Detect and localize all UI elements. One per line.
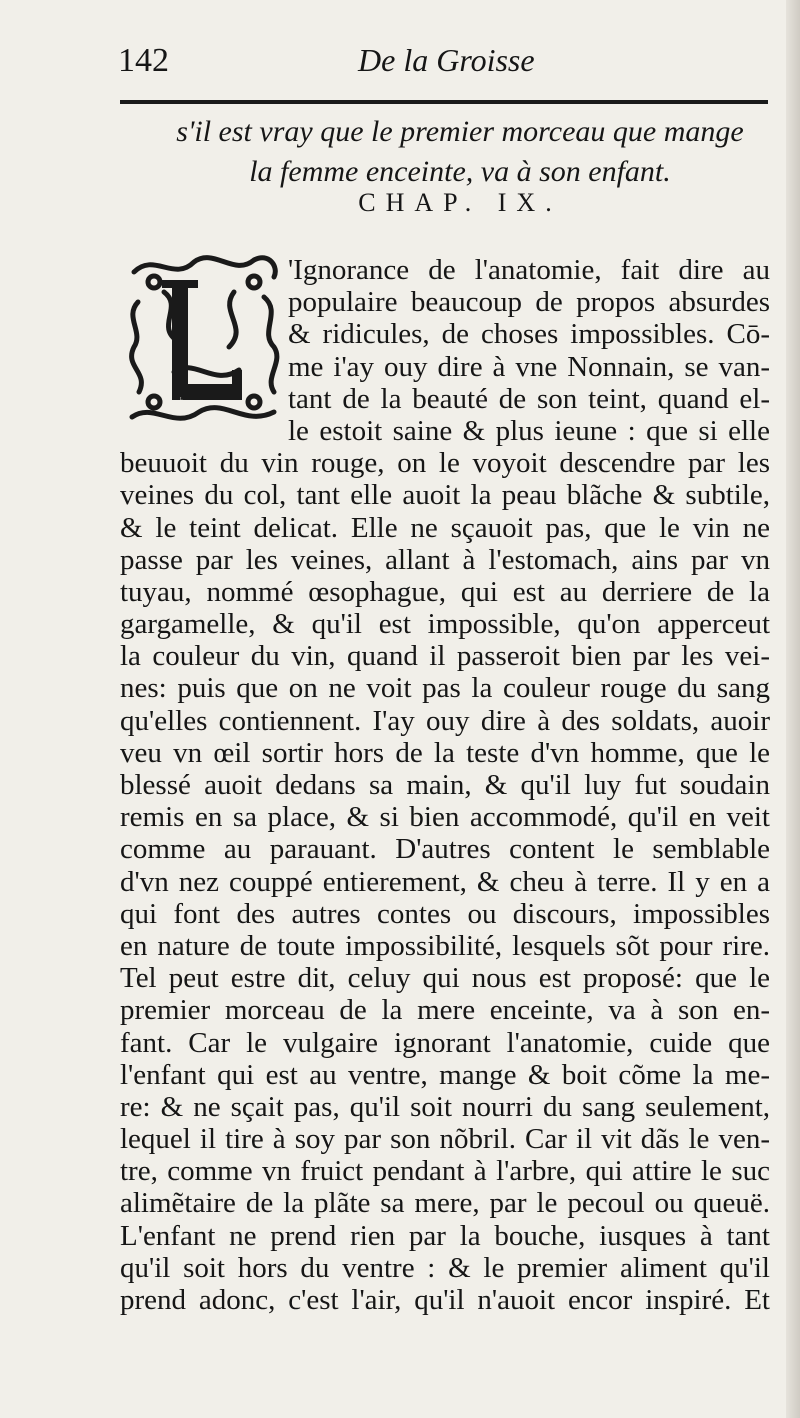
text-line: & ridicules, de choses impossibles. Cō- <box>288 318 770 351</box>
text-line: comme au parauant. D'autres content le semblable <box>120 833 770 866</box>
chapter-title-line-2: la femme enceinte, va à son enfant. <box>249 155 671 188</box>
text-line: & le teint delicat. Elle ne sçauoit pas, que le vin ne <box>120 511 770 544</box>
text-line: veines du col, tant elle auoit la peau blãche & subtile, <box>120 479 770 512</box>
text-line: beuuoit du vin rouge, on le voyoit descendre par les <box>120 447 770 480</box>
text-line: le estoit saine & plus ieune : que si elle <box>288 414 770 447</box>
text-line: d'vn nez couppé entierement, & cheu à terre. Il y en a <box>120 865 770 898</box>
text-line: passe par les veines, allant à l'estomach, ains par vn <box>120 543 770 576</box>
text-line: remis en sa place, & si bien accommodé, qu'il en veit <box>120 801 770 834</box>
text-line: en nature de toute impossibilité, lesquels sõt pour rire. <box>120 929 770 962</box>
text-line: tre, comme vn fruict pendant à l'arbre, qui attire le suc <box>120 1155 770 1188</box>
running-head: De la Groisse <box>358 42 535 78</box>
header-rule <box>120 100 768 104</box>
text-line: Tel peut estre dit, celuy qui nous est proposé: que le <box>120 962 770 995</box>
text-line: me i'ay ouy dire à vne Nonnain, se van- <box>288 350 770 383</box>
text-line: blessé auoit dedans sa main, & qu'il luy fut soudain <box>120 769 770 801</box>
text-line: lequel il tire à soy par son nõbril. Car il vit dãs le ven- <box>120 1123 770 1156</box>
text-line: fant. Car le vulgaire ignorant l'anatomie, cuide que <box>120 1026 770 1059</box>
text-line: l'enfant qui est au ventre, mange & boit cõme la me- <box>120 1058 770 1091</box>
page-edge <box>786 0 800 1418</box>
text-line: alimẽtaire de la plãte sa mere, par le pecoul ou queuë. <box>120 1187 770 1220</box>
text-line: populaire beaucoup de propos absurdes <box>288 286 770 319</box>
text-line: re: & ne sçait pas, qu'il soit nourri du sang seulement, <box>120 1090 770 1123</box>
page-header <box>118 40 768 90</box>
initial-letter: L <box>180 396 183 401</box>
text-line: qu'elles contiennent. I'ay ouy dire à des soldats, auoir <box>120 704 770 737</box>
text-line: tuyau, nommé œsophague, qui est au derriere de la <box>120 575 770 608</box>
text-line: prend adonc, c'est l'air, qu'il n'auoit encor inspiré. Et <box>120 1284 770 1316</box>
body-text <box>120 254 770 1316</box>
text-line: veu vn œil sortir hors de la teste d'vn homme, que le <box>120 736 770 769</box>
text-line: 'Ignorance de l'anatomie, fait dire au <box>288 254 770 286</box>
text-line: gargamelle, & qu'il est impossible, qu'on apperceut <box>120 608 770 641</box>
page-number: 142 <box>118 42 169 79</box>
chapter-title-line-1: s'il est vray que le premier morceau que mange <box>176 115 744 148</box>
text-line: la couleur du vin, quand il passeroit bien par les vei- <box>120 640 770 673</box>
text-line: tant de la beauté de son teint, quand el- <box>288 382 770 415</box>
chapter-number: CHAP. IX. <box>358 188 562 217</box>
text-line: qu'il soit hors du ventre : & le premier aliment qu'il <box>120 1251 770 1284</box>
text-line: nes: puis que on ne voit pas la couleur rouge du sang <box>120 672 770 705</box>
chapter-title <box>150 112 770 192</box>
text-line: premier morceau de la mere enceinte, va à son en- <box>120 994 770 1027</box>
text-line: L'enfant ne prend rien par la bouche, iusques à tant <box>120 1219 770 1252</box>
text-line: qui font des autres contes ou discours, impossibles <box>120 897 770 930</box>
